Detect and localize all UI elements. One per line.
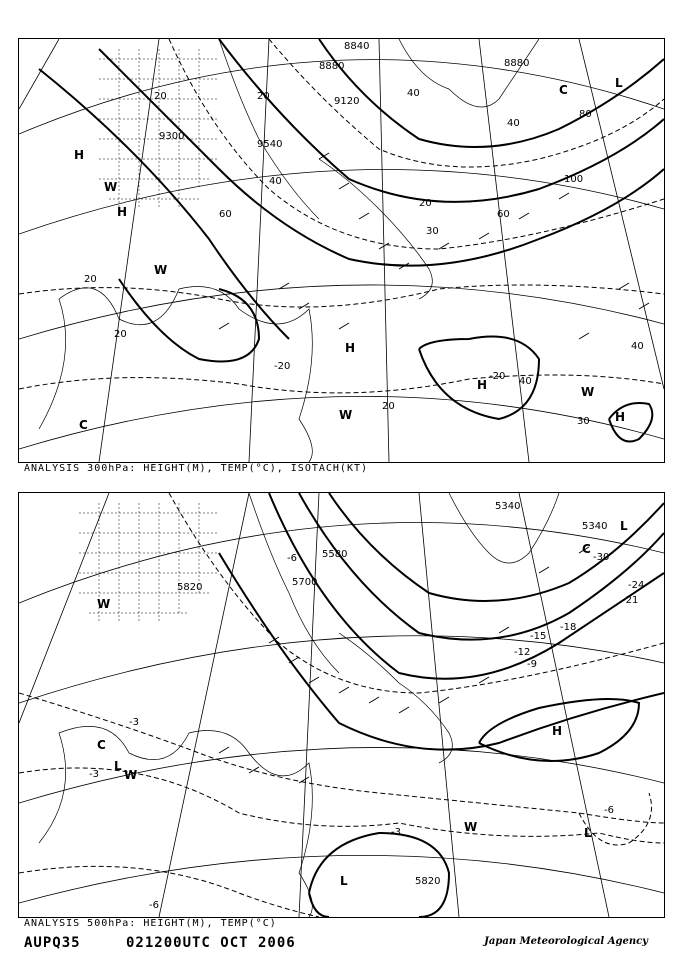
contour-label: 9120 xyxy=(334,96,360,107)
high-center-label: H xyxy=(117,205,128,219)
contour-label: 30 xyxy=(577,416,590,427)
low-center-label: L xyxy=(340,874,348,888)
map-panel-300hpa xyxy=(18,38,665,463)
contour-label: 60 xyxy=(497,209,510,220)
contour-label: 5340 xyxy=(582,521,608,532)
chart-id: AUPQ35 xyxy=(24,935,81,951)
warm-center-label: W xyxy=(154,263,168,277)
warm-center-label: W xyxy=(339,408,353,422)
warm-center-label: W xyxy=(97,597,111,611)
contour-label: 60 xyxy=(219,209,232,220)
contour-label: -12 xyxy=(514,647,531,658)
contour-label: 8880 xyxy=(504,58,530,69)
panel-caption-500hpa: ANALYSIS 500hPa: HEIGHT(M), TEMP(°C) xyxy=(24,918,277,929)
contour-label: -9 xyxy=(527,659,537,670)
contour-label: -21 xyxy=(622,595,639,606)
contour-label: 20 xyxy=(382,401,395,412)
wind-barbs xyxy=(219,153,649,339)
contour-label: -6 xyxy=(287,553,297,564)
contour-label: -6 xyxy=(149,900,159,911)
contour-label: -20 xyxy=(274,361,291,372)
contour-label: 20 xyxy=(154,91,167,102)
warm-center-label: W xyxy=(124,768,138,782)
contour-label: 40 xyxy=(507,118,520,129)
contour-label: 5820 xyxy=(177,582,203,593)
contour-label: 9540 xyxy=(257,139,283,150)
contour-label: -20 xyxy=(489,371,506,382)
warm-center-label: W xyxy=(464,820,478,834)
map-panel-500hpa xyxy=(18,492,665,918)
low-center-label: L xyxy=(620,519,628,533)
contour-label: -6 xyxy=(604,805,614,816)
cold-center-label: C xyxy=(559,83,568,97)
issue-time: 021200UTC OCT 2006 xyxy=(126,935,296,951)
warm-center-label: W xyxy=(104,180,118,194)
agency-credit: Japan Meteorological Agency xyxy=(484,936,648,947)
contour-label: 9300 xyxy=(159,131,185,142)
contour-label: -3 xyxy=(89,769,99,780)
contour-label: 20 xyxy=(257,91,270,102)
contour-label: -15 xyxy=(530,631,547,642)
contour-label: 80 xyxy=(579,109,592,120)
contour-label: -3 xyxy=(391,827,401,838)
contour-label: 20 xyxy=(114,329,127,340)
contour-label: 40 xyxy=(631,341,644,352)
high-center-label: H xyxy=(345,341,356,355)
contour-label: 40 xyxy=(269,176,282,187)
contour-label: 100 xyxy=(564,174,584,185)
high-center-label: H xyxy=(74,148,85,162)
panel-caption-300hpa: ANALYSIS 300hPa: HEIGHT(M), TEMP(°C), ISOTACH(KT) xyxy=(24,463,369,474)
contour-label: 40 xyxy=(519,376,532,387)
contour-label: 30 xyxy=(426,226,439,237)
contour-label: -30 xyxy=(593,552,610,563)
contour-label: -24 xyxy=(628,580,645,591)
high-center-label: H xyxy=(477,378,488,392)
contour-label: 8880 xyxy=(319,61,345,72)
map-300hpa xyxy=(19,39,664,462)
map-500hpa xyxy=(19,493,664,917)
contour-label: 5700 xyxy=(292,577,318,588)
low-center-label: L xyxy=(615,76,623,90)
contour-label: 20 xyxy=(419,198,432,209)
contour-label: 5580 xyxy=(322,549,348,560)
high-center-label: H xyxy=(615,410,626,424)
low-center-label: L xyxy=(584,826,592,840)
high-center-label: H xyxy=(552,724,563,738)
contour-label: 40 xyxy=(407,88,420,99)
contour-label: -3 xyxy=(129,717,139,728)
warm-center-label: W xyxy=(581,385,595,399)
cold-center-label: C xyxy=(97,738,106,752)
contour-label: 20 xyxy=(84,274,97,285)
cold-center-label: C xyxy=(582,542,591,556)
cold-center-label: C xyxy=(79,418,88,432)
contour-label: -18 xyxy=(560,622,577,633)
contour-label: 5340 xyxy=(495,501,521,512)
contour-label: 8840 xyxy=(344,41,370,52)
low-center-label: L xyxy=(114,759,122,773)
contour-label: 5820 xyxy=(415,876,441,887)
